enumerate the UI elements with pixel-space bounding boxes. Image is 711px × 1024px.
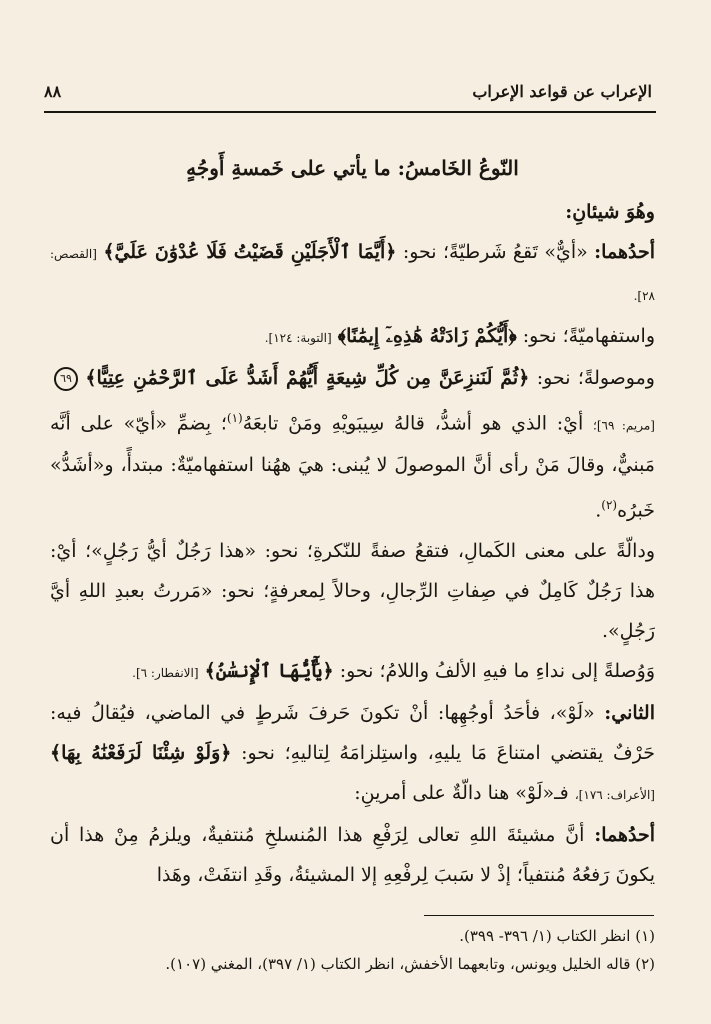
paragraph-relative [50,358,655,531]
interrog-ref: [التوبة: ١٢٤]. [264,331,332,345]
paragraph-interrogative [50,316,655,358]
running-title: الإعراب عن قواعد الإعراب [472,82,652,101]
nida-ref: [الانفطار: ٦]. [132,665,199,680]
page-number: ٨٨ [44,82,62,101]
first-label: أحدُهما: [594,241,655,263]
paragraph-nida [50,651,655,693]
first-text: «أيٌّ» تَقعُ شَرطيّةً؛ نحو: [402,241,588,263]
paragraph-second [50,693,655,815]
nida-text: وَوُصلةً إلى نداءِ ما فيهِ الألفُ واللامُ؛ نحو: [339,659,655,682]
footnote-1: (١) انظر الكتاب (١/ ٣٩٦- ٣٩٩). [459,927,655,945]
nida-quran: ﴿يَٰٓأَيُّهَا ٱلْإِنسَٰنُ﴾ [204,659,334,682]
intro-line: وهُوَ شيئانِ: [565,201,655,223]
paragraph-first [50,232,655,316]
page-header [44,82,652,101]
footnote-marker-2: (٢) [601,498,618,513]
ahad-label: أحدُهما: [594,823,655,846]
footnote-marker-1: (١) [226,411,243,425]
footnote-2: (٢) قاله الخليل ويونس، وتابعهما الأخفش، انظر الكتاب (١/ ٣٩٧)، المغني (١٠٧). [165,955,655,973]
rel-text: وموصولةً؛ نحو: [536,367,655,389]
second-text-2: فـ«لَوْ» هنا دالّةٌ على أمرينِ: [354,781,569,804]
rel-quran: ﴿ثُمَّ لَنَنزِعَنَّ مِن كُلِّ شِيعَةٍ أَيُّهُمْ أَشَدُّ عَلَى ٱلرَّحْمَٰنِ عِتِيًّا﴾ [85,367,530,389]
section-title: النّوعُ الخَامسُ: ما يأتي على خَمسةِ أَوجُهٍ [186,156,519,180]
ahad-text: أنَّ مشيئةَ اللهِ تعالى لِرَفْعِ هذا المُنسلخِ مُنتفيةٌ، ويلزمُ مِنْ هذا أن يكونَ رَفعُهُ مُنتفياً؛ إذْ لا سَببَ لِرفْعِهِ إلا المشيئةُ، وقَدِ انتفَتْ، وهَذا [50,823,655,886]
interrog-text: واستفهاميّةً؛ نحو: [522,325,655,347]
first-quran: ﴿أَيَّمَا ٱلْأَجَلَيْنِ قَضَيْتُ فَلَا عُدْوَٰنَ عَلَيَّ﴾ [103,241,397,263]
header-rule [44,111,656,113]
rel-end: . [595,499,602,522]
second-ref: [الأعراف: ١٧٦]، [574,787,655,802]
paragraph-kamal: ودالّةً على معنى الكَمالِ، فتقعُ صفةً للنّكرةِ؛ نحو: «هذا رَجُلٌ أيُّ رَجُلٍ»؛ أيْ: هذا رَجُلٌ كَامِلٌ في صِفاتِ الرِّجالِ، وحالاً لِمعرفةٍ؛ نحو: «مَررتُ بعبدِ اللهِ أيَّ رَجُلٍ». [50,539,655,642]
rel-explain-1: أيْ: الذي هو أشدُّ، قالهُ سِيبَويْهِ ومَنْ تابعَهُ [242,412,584,435]
paragraph-ahad [50,815,655,895]
footnote-rule [424,915,654,916]
page-body [50,148,655,895]
rel-explain-2: ؛ بِضمِّ «أيّ» على أنَّه مَبنيٌّ، وقالَ مَنْ رأى أنَّ الموصولَ لا يُبنى: هيَ ههُنا استفهاميّةٌ: مبتدأً، و«أشَدُّ» خَبرُه [50,412,655,522]
verse-number-mark: ٦٩ [54,367,78,391]
first-ref: [القصص: ٢٨]. [50,247,655,303]
second-text-1: «لَوْ»، فأحَدُ أوجُهِها: أنْ تكونَ حَرفَ شَرطٍ في الماضي، فيُقالُ فيه: حَرْفٌ يقتضي امتناعَ مَا يليهِ، واستِلزامَهُ لِتاليهِ؛ نحو: [50,701,655,764]
rel-ref: [مريم: ٦٩]؛ [593,418,655,433]
interrog-quran: ﴿أَيُّكُمْ زَادَتْهُ هَٰذِهِۦٓ إِيمَٰنًا﴾ [337,325,517,347]
second-quran: ﴿وَلَوْ شِئْنَا لَرَفَعْنَٰهُ بِهَا﴾ [50,741,232,764]
second-label: الثاني: [604,701,655,724]
footnotes [50,922,655,978]
